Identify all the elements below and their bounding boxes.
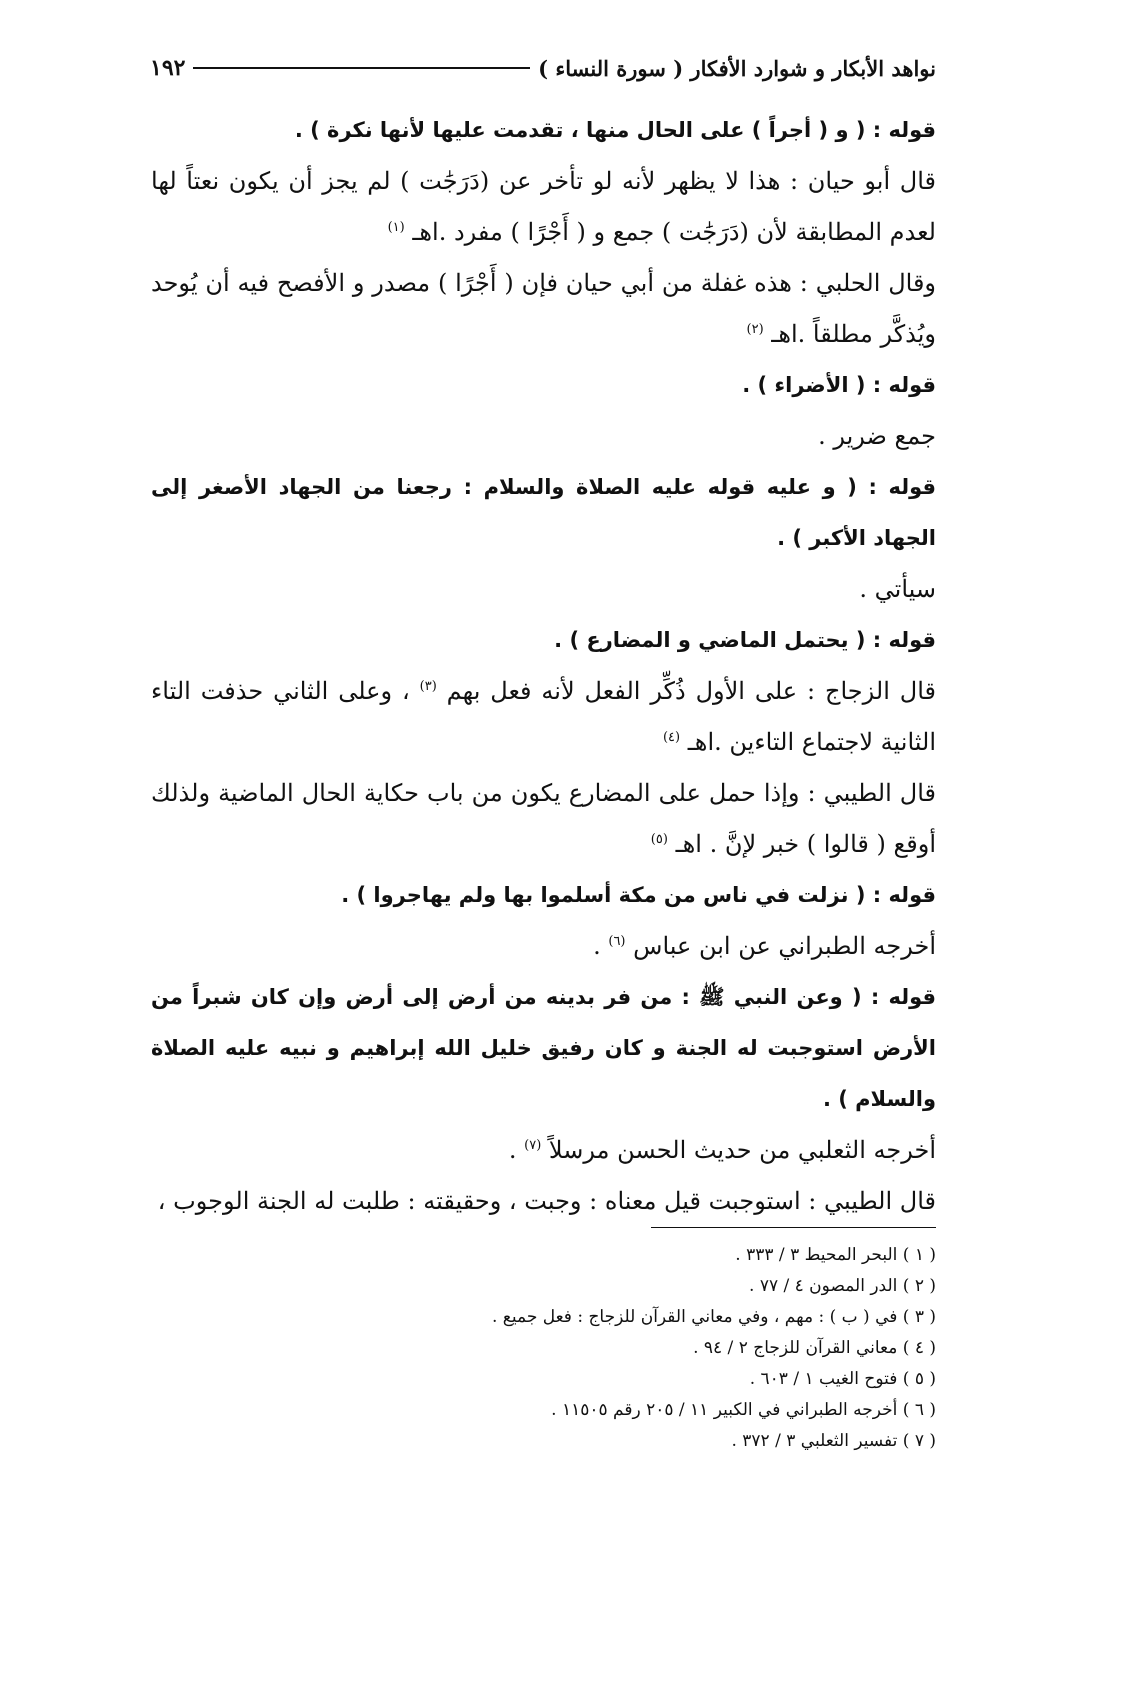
heading-qawluh: قوله : ( و عليه قوله عليه الصلاة والسلام : رجعنا من الجهاد الأصغر إلى الجهاد الأكبر ) . xyxy=(151,475,936,550)
footnote-item: ( ٢ ) الدر المصون ٤ / ٧٧ . xyxy=(749,1276,936,1296)
header-rule xyxy=(193,67,530,69)
running-header xyxy=(150,48,936,88)
paragraph: جمع ضرير . xyxy=(818,422,936,450)
paragraph: قال الزجاج : على الأول ذُكِّر الفعل لأنه فعل بهم $^{(٣)}$ ، وعلى الثاني حذفت التاء الثانية لاجتماع التاءين .اهـ $^{(٤)}$ xyxy=(151,677,936,756)
footnote-ref: (٦) xyxy=(608,934,626,949)
heading-qawluh: قوله : ( نزلت في ناس من مكة أسلموا بها ولم يهاجروا ) . xyxy=(341,883,936,907)
footnotes xyxy=(151,1240,936,1457)
running-title: نواهد الأبكار و شوارد الأفكار ( سورة النساء ) xyxy=(538,55,936,81)
heading-qawluh: قوله : ( وعن النبي ﷺ : من فر بدينه من أرض إلى أرض وإن كان شبراً من الأرض استوجبت له الجنة و كان رفيق خليل الله إبراهيم و نبيه عليه الصلاة والسلام ) . xyxy=(151,985,936,1111)
paragraph: أخرجه الطبراني عن ابن عباس $^{(٦)}$ . xyxy=(593,932,936,960)
footnote-item: ( ١ ) البحر المحيط ٣ / ٣٣٣ . xyxy=(735,1245,936,1265)
heading-qawluh: قوله : ( الأضراء ) . xyxy=(742,373,936,397)
paragraph: أخرجه الثعلبي من حديث الحسن مرسلاً $^{(٧)}$ . xyxy=(508,1136,936,1164)
footnote-ref: (٢) xyxy=(746,322,764,337)
footnote-item: ( ٥ ) فتوح الغيب ١ / ٦٠٣ . xyxy=(749,1369,936,1389)
paragraph: قال أبو حيان : هذا لا يظهر لأنه لو تأخر عن (دَرَجَٰت ) لم يجز أن يكون نعتاً لها لعدم المطابقة لأن (دَرَجَٰت ) جمع و ( أَجْرًا ) مفرد .اهـ $^{(١)}$ xyxy=(151,167,936,246)
footnote-item: ( ٧ ) تفسير الثعلبي ٣ / ٣٧٢ . xyxy=(731,1431,936,1451)
footnote-ref: (٤) xyxy=(662,730,681,745)
heading-qawluh: قوله : ( و ( أجراً ) على الحال منها ، تقدمت عليها لأنها نكرة ) . xyxy=(294,118,936,142)
paragraph: قال الطيبي : استوجبت قيل معناه : وجبت ، وحقيقته : طلبت له الجنة الوجوب ، xyxy=(157,1187,936,1215)
footnote-item: ( ٤ ) معاني القرآن للزجاج ٢ / ٩٤ . xyxy=(693,1338,936,1358)
footnote-item: ( ٦ ) أخرجه الطبراني في الكبير ١١ / ٢٠٥ رقم ١١٥٠٥ . xyxy=(551,1400,936,1420)
page-number: ١٩٢ xyxy=(150,55,186,81)
paragraph: سيأتي . xyxy=(859,575,936,603)
footnote-item: ( ٣ ) في ( ب ) : مهم ، وفي معاني القرآن للزجاج : فعل جميع . xyxy=(492,1307,936,1327)
footnote-ref: (٧) xyxy=(524,1138,542,1153)
footnote-separator xyxy=(651,1227,936,1228)
paragraph: قال الطيبي : وإذا حمل على المضارع يكون من باب حكاية الحال الماضية ولذلك أوقع ( قالوا ) خبر لإنَّ . اهـ $^{(٥)}$ xyxy=(151,779,936,858)
footnote-ref: (٣) xyxy=(419,679,437,694)
footnote-ref: (١) xyxy=(387,220,405,235)
heading-qawluh: قوله : ( يحتمل الماضي و المضارع ) . xyxy=(554,628,936,652)
footnote-ref: (٥) xyxy=(650,832,668,847)
main-text xyxy=(151,105,936,1227)
paragraph: وقال الحلبي : هذه غفلة من أبي حيان فإن ( أَجْرًا ) مصدر و الأفصح فيه أن يُوحد ويُذكَّر مطلقاً .اهـ $^{(٢)}$ xyxy=(151,269,937,348)
